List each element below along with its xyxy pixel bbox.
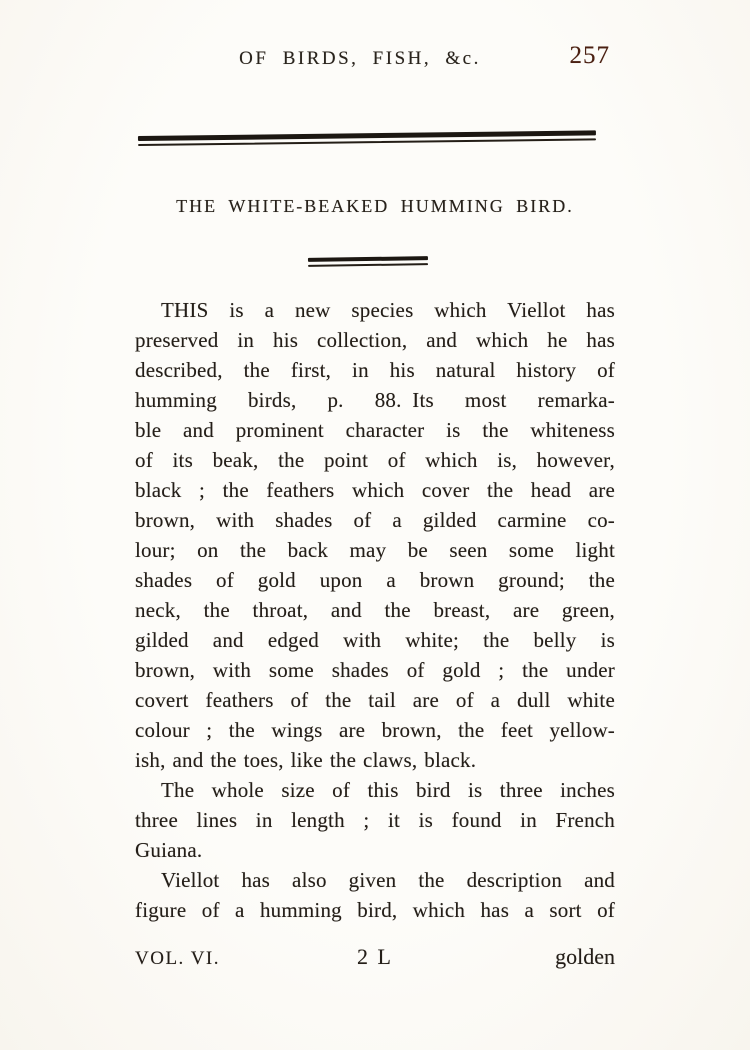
text-line: figure of a humming bird, which has a sort of <box>135 898 615 922</box>
footer-signature-mark: 2 L <box>357 944 393 969</box>
text-line: covert feathers of the tail are of a dull white <box>135 688 615 712</box>
text-line: humming birds, p. 88. Its most remarka- <box>135 388 615 412</box>
text-line: ish, and the toes, like the claws, black. <box>135 748 477 772</box>
text-line: gilded and edged with white; the belly is <box>135 628 615 652</box>
rule-thin-line <box>308 263 428 267</box>
top-double-rule <box>138 130 596 146</box>
footer-catchword: golden <box>555 944 615 969</box>
article-title: THE WHITE-BEAKED HUMMING BIRD. <box>176 196 574 216</box>
text-line: Guiana. <box>135 838 203 862</box>
running-head-title: OF BIRDS, FISH, &c. <box>239 48 481 69</box>
text-line: neck, the throat, and the breast, are green, <box>135 598 615 622</box>
text-line: THIS is a new species which Viellot has <box>161 298 615 322</box>
article-body <box>135 295 615 925</box>
paragraph <box>135 295 615 775</box>
text-line: black ; the feathers which cover the head are <box>135 478 615 502</box>
text-line: preserved in his collection, and which he has <box>135 328 615 352</box>
rule-thick-line <box>308 256 428 262</box>
text-line: brown, with some shades of gold ; the under <box>135 658 615 682</box>
text-line: brown, with shades of a gilded carmine co- <box>135 508 615 532</box>
text-line: described, the first, in his natural history of <box>135 358 615 382</box>
text-line: three lines in length ; it is found in French <box>135 808 615 832</box>
title-double-rule <box>308 256 428 267</box>
text-line: The whole size of this bird is three inches <box>161 778 615 802</box>
footer-volume-label: VOL. VI. <box>135 948 221 969</box>
text-line: colour ; the wings are brown, the feet yellow- <box>135 718 615 742</box>
text-line: ble and prominent character is the whiteness <box>135 418 615 442</box>
paragraph <box>135 865 615 925</box>
text-line: shades of gold upon a brown ground; the <box>135 568 615 592</box>
text-line: of its beak, the point of which is, however, <box>135 448 615 472</box>
text-line: lour; on the back may be seen some light <box>135 538 615 562</box>
footer <box>135 944 615 970</box>
page-number: 257 <box>569 42 610 69</box>
text-line: Viellot has also given the description and <box>161 868 615 892</box>
paragraph <box>135 775 615 865</box>
